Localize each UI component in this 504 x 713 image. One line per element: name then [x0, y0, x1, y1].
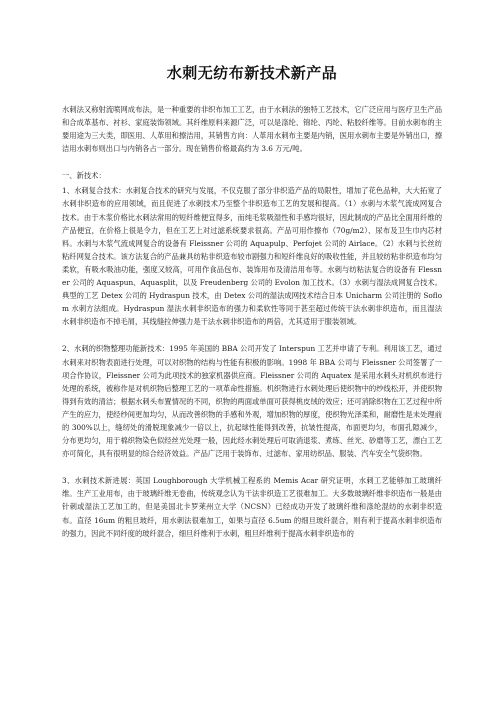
paragraph-progress: 3、水刺技术新进展：英国 Loughborough 大学机械工程系的 Memis Acar 研究证明，水刺工艺能够加工玻璃纤维。生产工业用布，由于玻璃纤维无卷曲，传统观念认为干法非织造工艺很难加工。大多数玻璃纤维非织造布一般是由针刺或湿法工艺加工的，但是美国北卡罗莱州立大学（NCSN）已经成功开发了玻璃纤维和涤纶混纺的水刺非织造布。直径 16um 的粗旦玻纤，用水刺法很难加工，如果与直径 6.5um 的细旦玻纤混合，则有利于提高水刺非织造布的强力，因此不同纤度的玻纤混合，细旦纤维利于水刺，粗旦纤维利于提高水刺非织造布的 [62, 476, 442, 538]
paragraph-finishing: 2、水刺的织物整理功能新技术：1995 年美国的 BBA 公司开发了 Interspun 工艺并申请了专利。利用该工艺，通过水刺来对织物表面进行处理，可以对织物的结构与性能有积极的影响。1998 年 BBA 公司与 Fleissner 公司签署了一项合作协议，Fleissner 公司为此项技术的独家机器供应商。Fleissner 公司的 Aquatex 是采用水刺头对机织布进行处理的系统，被称作是对机织物后整理工艺的一项革命性措施。机织物进行水刺处理后使织物中的纱线松开，并使织物得到有效的清洁；根据水刺头布置情况的不同，织物的两面或单面可获得桃皮绒的效应；还可消除织物在工艺过程中所产生的应力，使经纱间更加均匀，从而改善织物的手感和外观，增加织物的厚度，使织物光泽柔和，耐磨性是未处理前的 300%以上，缝纫处的滑脱现象减少一倍以上，抗起球性能得到改善，抗皱性提高，布面更均匀，布面孔隙减少，分布更均匀，用于棉织物染色似经丝光处理一般，因此经水刺处理后可取消退浆、煮练、丝光、砂磨等工艺，漂白工艺亦可简化，具有很明显的综合经济效益。产品广泛用于装饰布、过滤布、家用纺织品、服装、汽车安全气袋织物。 [62, 344, 442, 459]
section-heading: 一、新技术： [62, 171, 106, 181]
document-title: 水刺无纺布新技术新产品 [166, 64, 338, 82]
document-page [62, 62, 442, 540]
paragraph-hydro-composite: 1、水刺复合技术：水刺复合技术的研究与发展，不仅克服了部分非织造产品的局限性，增加了花色品种，大大拓宽了水刺非织造布的应用领域，而且促进了水刺技术乃至整个非织造布工艺的发展和提高。（1）水刺与木浆气流成网复合技术。由于木浆价格比水刺法常用的短纤维便宜得多，而纯毛浆吸湿性和手感均很好，因此制成的产品比全面用纤维的产品便宜，在价格上很是令力，但在工艺上对过滤系统要求很高。产品可用作擦布（70g/m2）、尿布及卫生巾内芯材料。水刺与木浆气流成网复合的设备有 Fleissner 公司的 Aquapulp、Perfojet 公司的 Airlace。（2）水刺与长丝纺粘纤网复合技术。该方法复合的产品兼具纺粘非织造布较市剧强力和短纤维良好的吸收性能，并且较纺粘非织造布均匀柔软，有吸水吸油功能，强度又较高，可用作食品包布、装饰用布及清洁用布等。水刺与纺粘法复合的设备有 Flessner 公司的 Aquaspun、Aquasplit，以及 Freudenberg 公司的 Evolon 加工技术。（3）水刺与湿法成网复合技术。典型的工艺 Detex 公司的 Hydraspun 技术，由 Detex 公司的湿法成网技术结合日本 Unicharm 公司注册的 Soflom 水刺方法组成。Hydraspun 湿法水刺非织造布的强力和柔软性等同于甚至超过传统干法水刺非织造布，而且湿法水刺非织造布不掉毛屑，其线缝拉伸强力是干法水刺非织造布的两倍，尤其适用于服装领域。 [62, 186, 442, 327]
intro-paragraph: 水刺法又称射流喷网成布法，是一种重要的非织布加工工艺，由于水刺法的独特工艺技术，它广泛应用与医疗卫生产品和合成革基布、衬衫、家庭装饰领域。其纤维原料来源广泛，可以是涤纶、锦纶、丙纶、粘胶纤维等。目前水刺布的主要用途为三大类，即医用、人革用和擦洁用，其销售方向：人革用水刺布主要是内销，医用水刺布主要是外销出口，擦洁用水刺布则出口与内销各占一部分。现在销售价格最高约为 3.6 万元/吨。 [62, 105, 442, 154]
